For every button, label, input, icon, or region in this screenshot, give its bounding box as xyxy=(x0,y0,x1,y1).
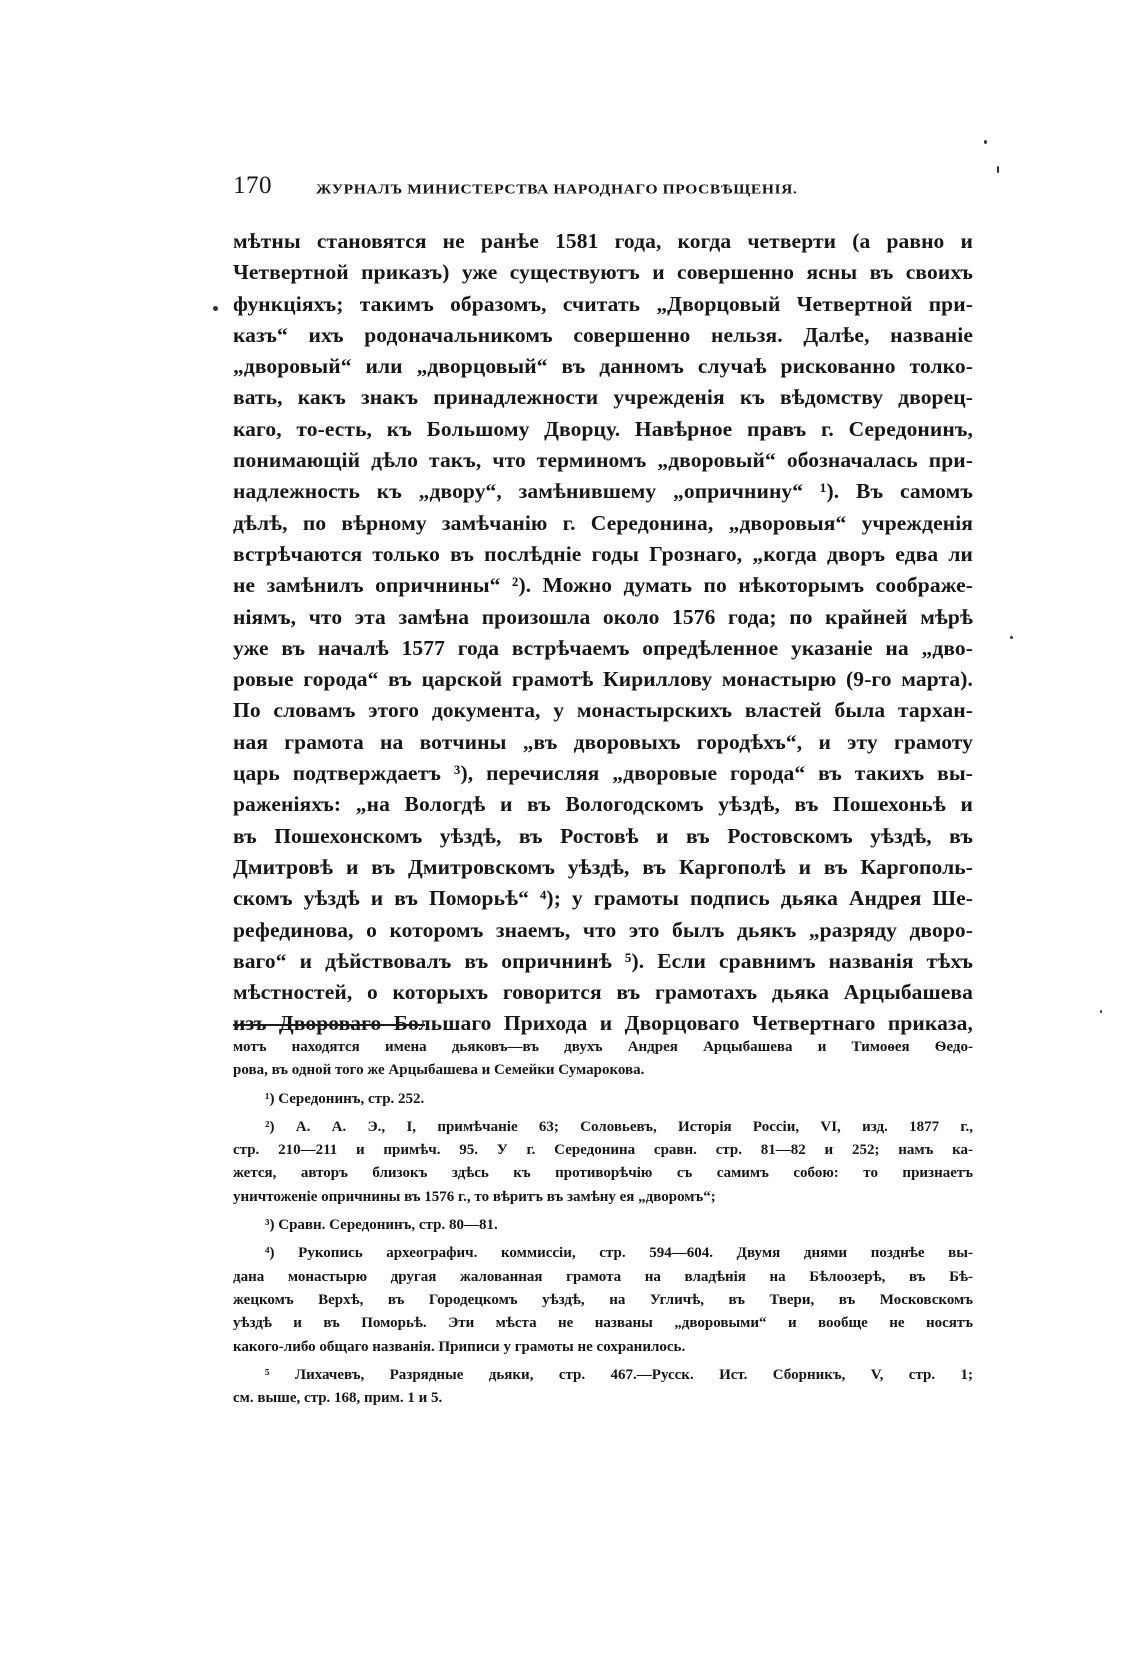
text-line: ваго“ и дѣйствовалъ въ опричнинѣ ⁵). Если сравнимъ названія тѣхъ xyxy=(233,948,973,973)
text-line: ровые города“ въ царской грамотѣ Кириллову монастырю (9-го марта). xyxy=(233,667,973,692)
footnote-2: ²) А. А. Э., I, примѣчаніе 63; Соловьевъ, Исторія Россіи, VI, изд. 1877 г., xyxy=(265,1118,973,1135)
text-line: рефединова, о которомъ знаемъ, что это былъ дьякъ „разряду дворо- xyxy=(233,917,973,942)
footnote-separator xyxy=(233,1024,425,1026)
page-number: 170 xyxy=(233,172,272,199)
text-line: ная грамота на вотчины „въ дворовыхъ городѣхъ“, и эту грамоту xyxy=(233,729,973,754)
text-line: ніямъ, что эта замѣна произошла около 1576 года; по крайней мѣрѣ xyxy=(233,604,973,629)
scan-speck xyxy=(1010,636,1013,639)
scan-speck xyxy=(213,306,218,311)
page-header xyxy=(233,172,953,212)
text-line: Четвертной приказъ) уже существуютъ и совершенно ясны въ своихъ xyxy=(233,260,973,285)
text-line: встрѣчаются только въ послѣдніе годы Грознаго, „когда дворъ едва ли xyxy=(233,541,973,566)
footnote-continuation-line: рова, въ одной того же Арцыбашева и Семейки Сумарокова. xyxy=(233,1062,645,1079)
running-head: ЖУРНАЛЪ МИНИСТЕРСТВА НАРОДНАГО ПРОСВѢЩЕНІЯ. xyxy=(316,181,798,198)
text-line: скомъ уѣздѣ и въ Поморьѣ“ ⁴); у грамоты подпись дьяка Андрея Ше- xyxy=(233,886,973,911)
text-line: изъ Двороваго Большаго Прихода и Дворцоваго Четвертнаго приказа, xyxy=(233,1011,973,1036)
footnote-5-line: см. выше, стр. 168, прим. 1 и 5. xyxy=(233,1390,443,1407)
scan-speck xyxy=(1100,1010,1102,1013)
footnote-5: ⁵ Лихачевъ, Разрядные дьяки, стр. 467.—Русск. Ист. Сборникъ, V, стр. 1; xyxy=(265,1366,973,1383)
footnote-4-line: уѣздѣ и въ Поморьѣ. Эти мѣста не названы „дворовыми“ и вообще не носятъ xyxy=(233,1315,973,1332)
footnote-4-line: жецкомъ Верхѣ, въ Городецкомъ уѣздѣ, на Угличѣ, въ Твери, въ Московскомъ xyxy=(233,1291,973,1308)
scan-speck xyxy=(984,140,987,144)
footnotes xyxy=(233,1036,973,1410)
text-line: казъ“ ихъ родоначальникомъ совершенно нельзя. Далѣе, названіе xyxy=(233,322,973,347)
footnote-3: ³) Сравн. Середонинъ, стр. 80—81. xyxy=(265,1217,498,1234)
footnote-1: ¹) Середонинъ, стр. 252. xyxy=(265,1090,425,1107)
footnote-continuation-line: мотъ находятся имена дьяковъ—въ двухъ Андрея Арцыбашева и Тимоѳея Ѳедо- xyxy=(233,1039,973,1055)
footnote-4-line: какого-либо общаго названія. Приписи у грамоты не сохранилось. xyxy=(233,1338,686,1355)
text-line: По словамъ этого документа, у монастырскихъ властей была тархан- xyxy=(233,698,973,723)
text-line: „дворовый“ или „дворцовый“ въ данномъ случаѣ рискованно толко- xyxy=(233,354,973,379)
text-line: царь подтверждаетъ ³), перечисляя „дворовые города“ въ такихъ вы- xyxy=(233,761,973,786)
footnote-2-line: стр. 210—211 и примѣч. 95. У г. Середонина сравн. стр. 81—82 и 252; намъ ка- xyxy=(233,1142,973,1159)
footnote-4-line: дана монастырю другая жалованная грамота на владѣнія на Бѣлоозерѣ, въ Бѣ- xyxy=(233,1268,973,1285)
scan-speck xyxy=(997,166,999,173)
footnote-2-line: уничтоженіе опричнины въ 1576 г., то вѣритъ въ замѣну ея „дворомъ“; xyxy=(233,1188,716,1205)
text-line: каго, то-есть, къ Большому Дворцу. Навѣрное правъ г. Середонинъ, xyxy=(233,416,973,441)
text-line: мѣтны становятся не ранѣе 1581 года, когда четверти (а равно и xyxy=(233,229,973,253)
text-line: функціяхъ; такимъ образомъ, считать „Дворцовый Четвертной при- xyxy=(233,291,973,316)
text-line: мѣстностей, о которыхъ говорится въ грамотахъ дьяка Арцыбашева xyxy=(233,980,973,1005)
main-text xyxy=(233,226,973,1040)
text-line: въ Пошехонскомъ уѣздѣ, въ Ростовѣ и въ Ростовскомъ уѣздѣ, въ xyxy=(233,823,973,848)
text-line: уже въ началѣ 1577 года встрѣчаемъ опредѣленное указаніе на „дво- xyxy=(233,635,973,660)
text-line: Дмитровѣ и въ Дмитровскомъ уѣздѣ, въ Каргополѣ и въ Каргополь- xyxy=(233,854,973,879)
text-line: дѣлѣ, по вѣрному замѣчанію г. Середонина, „дворовыя“ учрежденія xyxy=(233,510,973,535)
text-line: понимающій дѣло такъ, что терминомъ „дворовый“ обозначалась при- xyxy=(233,448,973,473)
text-line: не замѣнилъ опричнины“ ²). Можно думать по нѣкоторымъ соображе- xyxy=(233,573,973,598)
footnote-2-line: жется, авторъ близокъ здѣсь къ противорѣчію съ самимъ собою: то признаетъ xyxy=(233,1165,973,1182)
footnote-4: ⁴) Рукопись археографич. коммиссіи, стр. 594—604. Двумя днями позднѣе вы- xyxy=(265,1245,973,1262)
text-line: вать, какъ знакъ принадлежности учрежденія къ вѣдомству дворец- xyxy=(233,385,973,410)
text-line: надлежность къ „двору“, замѣнившему „опричнину“ ¹). Въ самомъ xyxy=(233,479,973,504)
text-line: раженіяхъ: „на Вологдѣ и въ Вологодскомъ уѣздѣ, въ Пошехоньѣ и xyxy=(233,792,973,817)
